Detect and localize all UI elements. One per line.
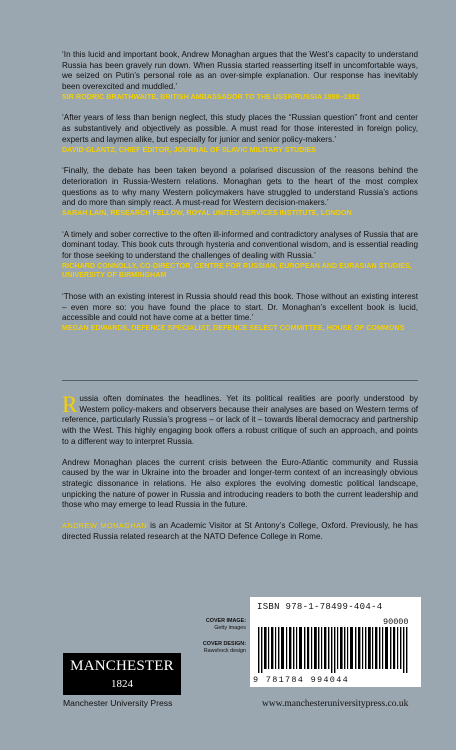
drop-cap: R — [62, 392, 78, 417]
description-paragraph: Andrew Monaghan places the current crisis between the Euro-Atlantic community and Russia caused by the war in Ukraine into the broader and longer-term context of an increasingly obvious strategic dissonance in relations. He also explores the evolving domestic political landscape, unpicking the nature of power in Russia and introducing readers to both the current leadership and those who may emerge to lead Russia in the future. — [62, 457, 418, 510]
section-divider — [62, 380, 418, 381]
review-quote — [62, 166, 418, 218]
publisher-logo — [63, 653, 185, 708]
ean-number: 9 781784 994044 — [253, 675, 350, 685]
quote-text: ‘A timely and sober corrective to the often ill-informed and contradictory analyses of Russia that are dominant today. This book cuts through hysteria and conventional wisdom, and is essential reading for those seeking to understand the challenges of dealing with Russia.’ — [62, 229, 418, 260]
credit-value: Getty images — [214, 625, 246, 631]
credit-value: Rawshock design — [203, 648, 246, 654]
author-name: ANDREW MONAGHAN — [62, 521, 148, 531]
quote-text: ‘Finally, the debate has been taken beyond a polarised discussion of the reasons behind the deterioration in Russia-Western relations. Monaghan gets to the heart of the most complex questions as to why many Western policymakers have struggled to understand Russia’s actions and do more than simply react. A must-read for Western decision-makers.’ — [62, 166, 418, 208]
barcode-panel — [250, 597, 421, 687]
publisher-website: www.manchesteruniversitypress.co.uk — [262, 699, 409, 709]
quote-text: ‘Those with an existing interest in Russia should read this book. Those without an existing interest – even more so: you have found the place to start. Dr. Monaghan’s excellent book is lucid, accessible and could not have come at a better time.’ — [62, 291, 418, 323]
description-paragraph — [62, 394, 418, 448]
book-description — [62, 394, 418, 552]
review-quote — [62, 113, 418, 155]
cover-image-credit — [202, 618, 246, 632]
logo-name: MANCHESTER — [70, 658, 174, 674]
description-text: ussia often dominates the headlines. Yet its political realities are poorly understood by Western policy-makers and observers because their analyses are based on Western terms of reference, particularly Russia’s progress – or lack of it – towards liberal democracy and partnership with the West. This highly engaging book offers a robust critique of such an approach, and points to a different way to interpret Russia. — [62, 394, 418, 446]
quote-attribution: SARAH LAIN, RESEARCH FELLOW, ROYAL UNITED SERVICES INSTITUTE, LONDON — [62, 208, 352, 217]
author-bio-text: is an Academic Visitor at St Antony’s College, Oxford. Previously, he has directed Russia related research at the NATO Defence College in Rome. — [62, 521, 418, 541]
price-code: 90000 — [383, 617, 409, 627]
quote-attribution: MEGAN EDWARDS, DEFENCE SPECIALIST, DEFENCE SELECT COMMITTEE, HOUSE OF COMMONS — [62, 323, 405, 332]
quote-text: ‘In this lucid and important book, Andrew Monaghan argues that the West’s capacity to understand Russia has been gravely run down. When Russia started reasserting itself in uncomfortable ways, we seized on Putin’s personal role as an over-simple explanation. Our response has inevitably been overexcited and muddled.’ — [62, 50, 418, 92]
review-quote — [62, 292, 418, 334]
quote-text: ‘After years of less than benign neglect, this study places the “Russian question” front and center as substantively and objectively as possible. A must read for those interested in foreign policy, experts and laymen alike, but especially for junior and senior policy-makers.’ — [62, 113, 418, 144]
isbn-text: ISBN 978-1-78499-404-4 — [257, 602, 383, 612]
review-quote — [62, 230, 418, 281]
quote-attribution: SIR RODRIC BRAITHWAITE, BRITISH AMBASSADOR TO THE USSR/RUSSIA 1988–1992 — [62, 92, 360, 101]
credit-label: COVER DESIGN: — [202, 641, 246, 647]
author-bio — [62, 521, 418, 542]
cover-design-credit — [202, 641, 246, 655]
barcode-icon — [258, 627, 414, 673]
credit-label: COVER IMAGE: — [205, 618, 246, 624]
publisher-name: Manchester University Press — [63, 698, 173, 708]
review-quotes — [62, 50, 418, 345]
review-quote — [62, 50, 418, 102]
logo-year: 1824 — [111, 678, 133, 690]
quote-attribution: RICHARD CONNOLLY, CO-DIRECTOR, CENTRE FOR RUSSIAN, EUROPEAN AND EURASIAN STUDIES, UNIVERSITY OF BIRMINGHAM — [62, 261, 412, 280]
logo-badge — [63, 653, 181, 695]
quote-attribution: DAVID GLANTZ, CHIEF EDITOR, JOURNAL OF SLAVIC MILITARY STUDIES — [62, 145, 316, 154]
